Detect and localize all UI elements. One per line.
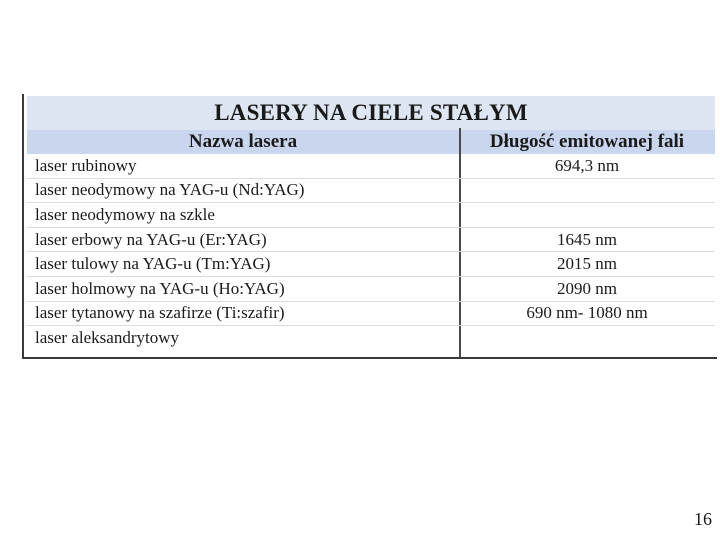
table-row — [27, 252, 715, 277]
laser-name-cell: laser holmowy na YAG-u (Ho:YAG) — [35, 278, 285, 298]
laser-name-cell: laser rubinowy — [35, 155, 137, 175]
wavelength-cell — [459, 179, 715, 203]
table-row — [27, 203, 715, 228]
wavelength-cell: 690 nm- 1080 nm — [526, 303, 648, 323]
wavelength-cell: 1645 nm — [557, 229, 617, 249]
table-row — [27, 277, 715, 302]
wavelength-cell — [459, 326, 715, 351]
table-row — [27, 326, 715, 351]
laser-name-cell: laser neodymowy na szkle — [35, 204, 215, 224]
laser-name-cell: laser neodymowy na YAG-u (Nd:YAG) — [35, 180, 305, 200]
table-header-row — [27, 130, 715, 154]
laser-table — [22, 94, 717, 359]
header-wavelength: Długość emitowanej fali — [489, 131, 685, 152]
laser-name-cell: laser tytanowy na szafirze (Ti:szafir) — [35, 303, 285, 323]
table-row — [27, 154, 715, 179]
header-laser-name: Nazwa lasera — [188, 131, 298, 152]
table-title: LASERY NA CIELE STAŁYM — [27, 96, 715, 130]
page-number: 16 — [694, 509, 712, 529]
wavelength-cell: 2015 nm — [557, 254, 617, 274]
table-row — [27, 179, 715, 204]
table-row — [27, 302, 715, 327]
wavelength-cell: 694,3 nm — [554, 155, 620, 175]
wavelength-cell: 2090 nm — [557, 278, 617, 298]
laser-name-cell: laser aleksandrytowy — [35, 328, 179, 348]
laser-name-cell: laser erbowy na YAG-u (Er:YAG) — [35, 229, 267, 249]
table-row — [27, 228, 715, 253]
laser-name-cell: laser tulowy na YAG-u (Tm:YAG) — [35, 254, 271, 274]
wavelength-cell — [459, 203, 715, 227]
table-body — [27, 154, 715, 351]
